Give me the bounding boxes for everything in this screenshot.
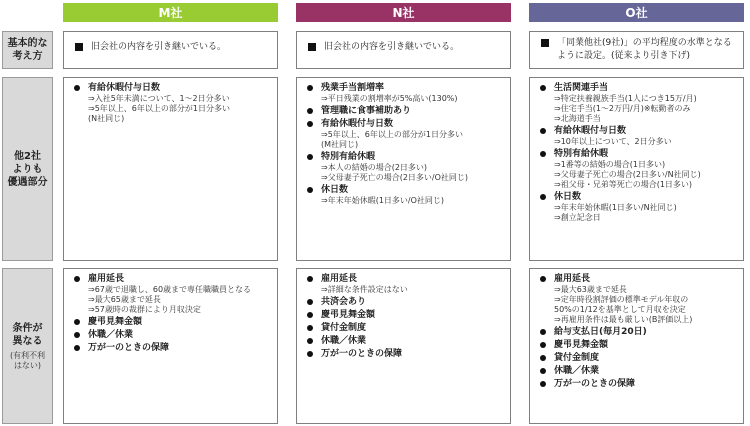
item-title: [305, 273, 504, 285]
basic-cell-n: [296, 31, 511, 69]
item-title-text: 貸付金制度: [554, 353, 600, 363]
item-title-text: 生活関連手当: [554, 83, 609, 93]
item-title: [72, 273, 271, 285]
bullet-dot-icon: [74, 345, 80, 351]
better-cell-m: [63, 77, 278, 261]
list-item: [305, 273, 504, 295]
item-detail: ⇒詳細な条件設定はない: [321, 285, 408, 294]
row-label-text: 他2社: [14, 150, 41, 162]
basic-text-m: 旧会社の内容を引き継いでいる。: [91, 42, 227, 52]
bullet-dot-icon: [540, 342, 546, 348]
header-m: [63, 3, 278, 22]
item-title-text: 慶弔見舞金額: [554, 340, 609, 350]
bullet-dot-icon: [74, 276, 80, 282]
row-label-text: 優遇部分: [7, 176, 48, 188]
item-title-text: 有給休暇付与日数: [88, 83, 161, 93]
row-label-text: 条件が: [12, 322, 43, 334]
bullet-dot-icon: [540, 276, 546, 282]
item-title-text: 貸付金制度: [321, 323, 367, 333]
item-detail: ⇒5年以上、6年以上の部分が1日分多い: [88, 104, 230, 113]
item-title: [538, 191, 737, 203]
list-item: [305, 322, 504, 334]
row-label-better: [2, 77, 53, 261]
item-title: [538, 125, 737, 137]
item-title-text: 管理職に食事補助あり: [321, 106, 412, 116]
item-title-text: 休職／休業: [88, 330, 134, 340]
header-n: [296, 3, 511, 22]
bullet-dot-icon: [540, 85, 546, 91]
item-title-text: 給与支払日(毎月20日): [554, 327, 647, 337]
list-item: [538, 326, 737, 338]
square-bullet-icon: [541, 39, 549, 47]
list-item: [305, 118, 504, 150]
bullet-dot-icon: [307, 121, 313, 127]
row-label-sub: [10, 351, 45, 371]
row-label-differ: [2, 268, 53, 424]
item-title-text: 慶弔見舞金額: [321, 310, 376, 320]
bullet-dot-icon: [307, 187, 313, 193]
differ-cell-m: [63, 268, 278, 424]
list-item: [72, 329, 271, 341]
item-title-text: 特別有給休暇: [321, 152, 376, 162]
item-title-text: 休職／休業: [321, 336, 367, 346]
item-title: [538, 148, 737, 160]
list-item: [538, 125, 737, 147]
item-title-text: 万が一のときの保障: [554, 379, 636, 389]
item-detail: ⇒入社5年未満について、1～2日分多い: [88, 94, 230, 103]
item-title-text: 万が一のときの保障: [321, 349, 403, 359]
better-cell-n: [296, 77, 511, 261]
bullet-dot-icon: [307, 351, 313, 357]
basic-text-n: 旧会社の内容を引き継いでいる。: [324, 42, 460, 52]
list-item: [305, 296, 504, 308]
bullet-dot-icon: [540, 355, 546, 361]
item-detail: ⇒1番等の結婚の場合(1日多い): [554, 160, 666, 169]
bullet-dot-icon: [307, 299, 313, 305]
item-detail: ⇒定年時役割評価の標準モデル年収の: [554, 295, 689, 304]
bullet-dot-icon: [540, 151, 546, 157]
bullet-dot-icon: [307, 154, 313, 160]
row-label-text: 異なる: [12, 335, 43, 347]
item-title-text: 有給休暇付与日数: [321, 119, 394, 129]
item-title: [538, 365, 737, 377]
item-title: [305, 296, 504, 308]
list-item: [72, 316, 271, 328]
item-title: [538, 339, 737, 351]
square-bullet-icon: [75, 43, 83, 51]
bullet-dot-icon: [307, 85, 313, 91]
item-detail: (M社同じ): [321, 140, 359, 149]
item-title: [538, 352, 737, 364]
row-label-text: 基本的な: [7, 38, 48, 49]
item-title: [305, 105, 504, 117]
item-title: [538, 378, 737, 390]
item-detail: ⇒住宅手当(1～2万円/月)※転勤者のみ: [554, 104, 691, 113]
header-n-label: N社: [392, 6, 415, 20]
list-item: [305, 335, 504, 347]
list-item: [538, 148, 737, 190]
list-item: [305, 348, 504, 360]
item-title: [305, 151, 504, 163]
item-detail: ⇒年末年始休暇(1日多い/N社同じ): [554, 203, 677, 212]
bullet-dot-icon: [74, 319, 80, 325]
item-detail: ⇒父母妻子死亡の場合(2日多い/N社同じ): [554, 170, 701, 179]
item-title: [305, 335, 504, 347]
item-detail: ⇒57歳時の裁群により月収決定: [88, 305, 201, 314]
square-bullet-icon: [308, 43, 316, 51]
item-title-text: 休日数: [554, 192, 582, 202]
list-item: [305, 151, 504, 183]
item-title-text: 雇用延長: [321, 274, 358, 284]
item-detail: ⇒67歳で退職し、60歳まで専任職職員となる: [88, 285, 252, 294]
list-item: [305, 309, 504, 321]
list-item: [538, 191, 737, 223]
row-label-text: よりも: [12, 163, 43, 175]
bullet-dot-icon: [540, 381, 546, 387]
item-detail: ⇒5年以上、6年以上の部分が1日分多い: [321, 130, 463, 139]
item-title-text: 有給休暇付与日数: [554, 126, 627, 136]
item-title-text: 残業手当割増率: [321, 83, 385, 93]
item-detail: ⇒平日残業の割増率が5%高い(130%): [321, 94, 458, 103]
list-item: [538, 339, 737, 351]
item-title: [72, 329, 271, 341]
differ-cell-o: [529, 268, 744, 424]
better-cell-o: [529, 77, 744, 261]
bullet-dot-icon: [74, 332, 80, 338]
bullet-dot-icon: [307, 338, 313, 344]
item-title: [305, 322, 504, 334]
list-item: [305, 82, 504, 104]
basic-cell-m: [63, 31, 278, 69]
header-m-label: M社: [158, 6, 183, 20]
item-title: [305, 348, 504, 360]
item-detail: ⇒特定扶養親族手当(1人につき15万/月): [554, 94, 697, 103]
list-item: [72, 342, 271, 354]
list-item: [305, 105, 504, 117]
basic-text-o: 「同業他社(9社)」の平均程度の水準となるように設定。(従来より引き下げ): [557, 38, 732, 61]
item-title-text: 慶弔見舞金額: [88, 317, 143, 327]
list-item: [538, 273, 737, 325]
row-label-text: 考え方: [12, 51, 43, 62]
bullet-dot-icon: [307, 312, 313, 318]
list-item: [538, 365, 737, 377]
bullet-dot-icon: [307, 276, 313, 282]
bullet-dot-icon: [74, 85, 80, 91]
item-title: [72, 342, 271, 354]
item-detail: ⇒北海道手当: [554, 114, 601, 123]
item-title: [72, 82, 271, 94]
header-o-label: O社: [625, 6, 648, 20]
item-detail: ⇒祖父母・兄弟等死亡の場合(1日多い): [554, 180, 693, 189]
item-detail: ⇒創立記念日: [554, 213, 601, 222]
item-detail: 50%の1/12を基準として月収を決定: [554, 305, 686, 314]
header-o: [529, 3, 744, 22]
differ-cell-n: [296, 268, 511, 424]
item-title-text: 雇用延長: [88, 274, 125, 284]
item-detail: ⇒父母妻子死亡の場合(2日多い/O社同じ): [321, 173, 469, 182]
list-item: [72, 273, 271, 315]
bullet-dot-icon: [307, 108, 313, 114]
list-item: [538, 378, 737, 390]
row-label-sub-text: (有利不利: [9, 350, 46, 360]
item-title-text: 休職／休業: [554, 366, 600, 376]
item-title-text: 雇用延長: [554, 274, 591, 284]
item-detail: ⇒本人の結婚の場合(2日多い): [321, 163, 428, 172]
item-title: [305, 309, 504, 321]
item-title-text: 特別有給休暇: [554, 149, 609, 159]
item-title: [305, 118, 504, 130]
bullet-dot-icon: [540, 368, 546, 374]
item-title: [72, 316, 271, 328]
item-detail: ⇒最大65歳まで延長: [88, 295, 161, 304]
list-item: [538, 352, 737, 364]
item-title: [305, 184, 504, 196]
item-title-text: 共済会あり: [321, 297, 367, 307]
bullet-dot-icon: [540, 329, 546, 335]
list-item: [538, 82, 737, 124]
basic-cell-o: [529, 31, 744, 69]
item-title-text: 休日数: [321, 185, 349, 195]
item-title-text: 万が一のときの保障: [88, 343, 170, 353]
row-label-sub-text: はない): [13, 360, 42, 370]
bullet-dot-icon: [540, 128, 546, 134]
item-title: [538, 82, 737, 94]
bullet-dot-icon: [307, 325, 313, 331]
item-detail: ⇒再雇用条件は最も厳しい(B評価以上): [554, 315, 693, 324]
item-title: [538, 326, 737, 338]
item-title: [305, 82, 504, 94]
item-detail: ⇒10年以上について、2日分多い: [554, 137, 672, 146]
item-detail: (N社同じ): [88, 114, 125, 123]
item-detail: ⇒最大63歳まで延長: [554, 285, 627, 294]
bullet-dot-icon: [540, 194, 546, 200]
list-item: [72, 82, 271, 124]
list-item: [305, 184, 504, 206]
item-title: [538, 273, 737, 285]
item-detail: ⇒年末年始休暇(1日多い/O社同じ): [321, 196, 445, 205]
row-label-basic: [2, 31, 53, 69]
